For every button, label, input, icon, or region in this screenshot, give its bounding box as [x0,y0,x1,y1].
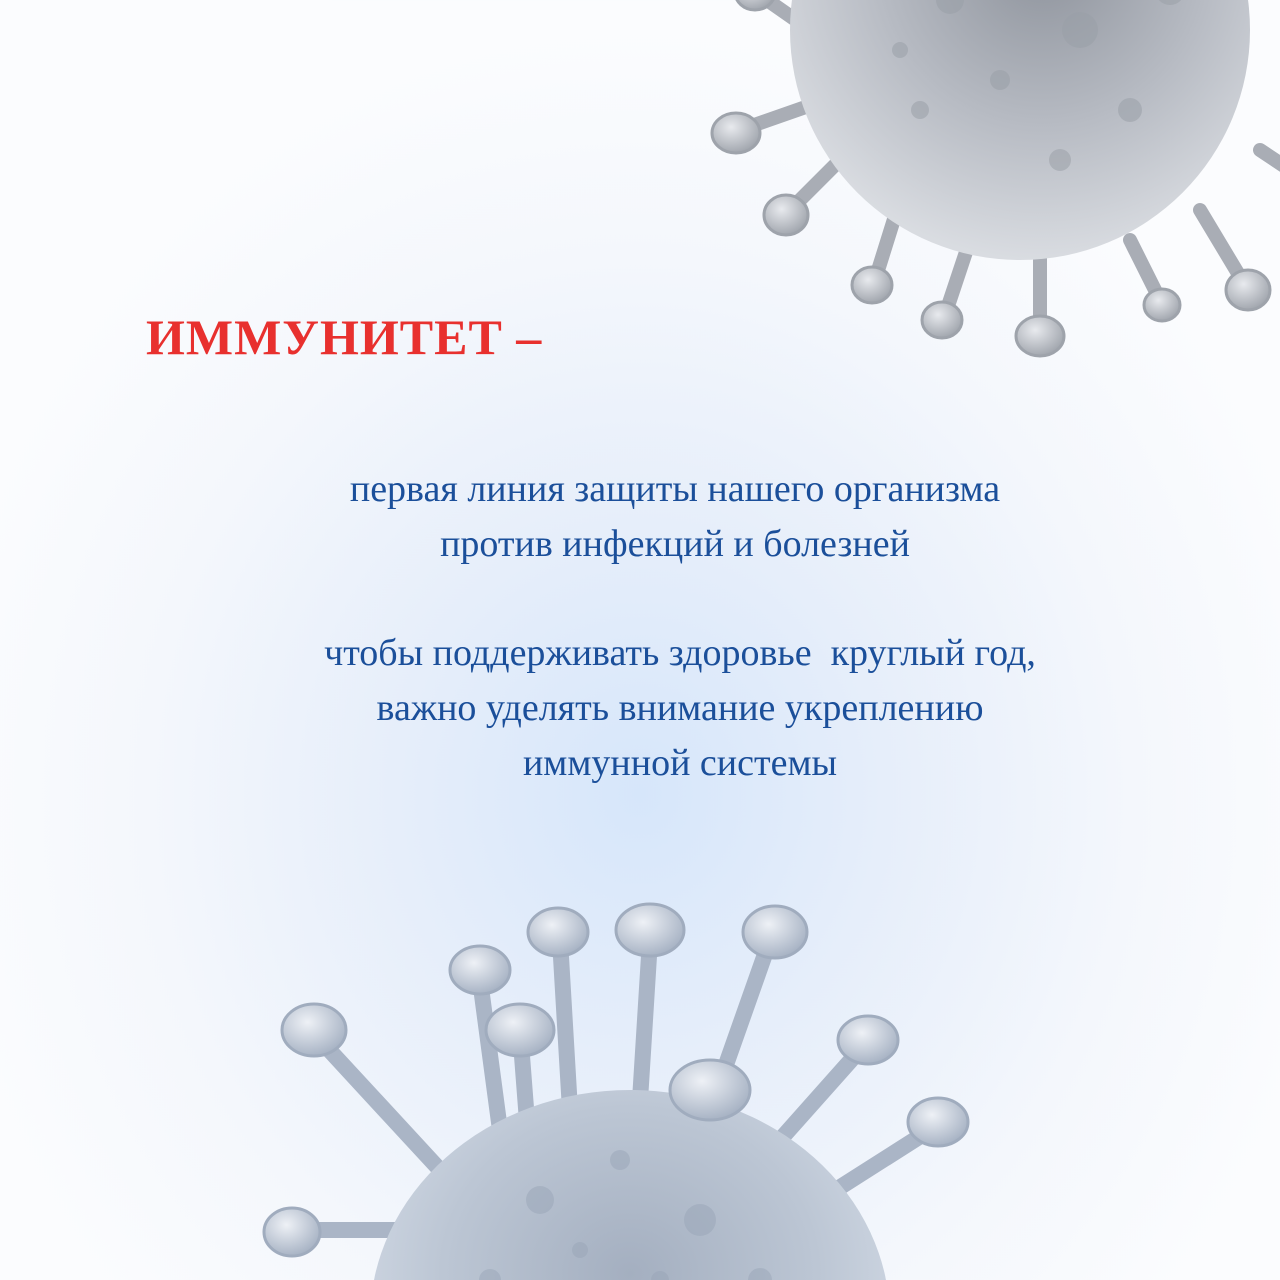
paragraph-line: иммунной системы [522,742,838,784]
paragraph-line: первая линия защиты нашего организма [349,468,1001,510]
paragraph-line: против инфекций и болезней [440,523,910,565]
paragraph-line: важно уделять внимание укреплению [376,687,984,729]
paragraph-line: чтобы поддерживать здоровье круглый год, [324,632,1036,674]
virus-illustration-bottom [240,900,1040,1280]
paragraph-advice [120,626,1240,791]
virus-illustration-top-right [700,0,1280,380]
paragraph-definition [175,462,1175,572]
heading-title: ИММУНИТЕТ – [146,309,543,365]
